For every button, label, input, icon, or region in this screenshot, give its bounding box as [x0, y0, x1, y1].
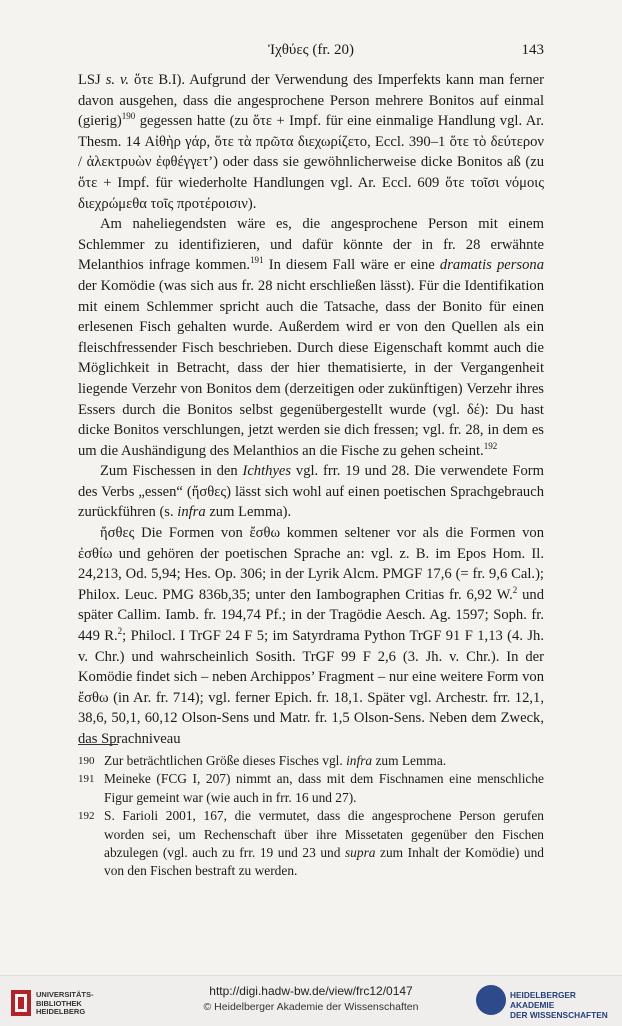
footnote: 191 Meineke (FCG I, 207) nimmt an, dass mit dem Fischnamen eine menschliche Figur gemeint war (wie auch in frr. 16 und 27). [78, 771, 544, 805]
paragraph-2: Am naheliegendsten wäre es, die angesprochene Person mit einem Schlemmer zu identifizieren, und dafür könnte der in fr. 28 erwähnte Melanthios infrage kommen.$^{191}$ In diesem Fall wäre er eine dramatis persona der Komödie (was sich aus fr. 28 nicht erschließen lässt). Für die Identifikation mit einem Schlemmer spricht auch die Tatsache, dass der Bonito für einen erlesenen Fisch gehalten wurde. Außerdem wird er von den Quellen als ein fleischfressender Fisch beschrieben. Durch diese Eigenschaft kommt auch die Möglichkeit in Betracht, dass der hier thematisierte, in der Vergangenheit liegende Verzehr von Bonitos dem (derzeitigen oder zukünftigen) Verzehr ihres Essers durch die Bonitos selbst gegenübergestellt wurde (vgl. δέ): Du hast dicke Bonitos verschlungen, jetzt werden sie dich fressen; vgl. fr. 28, in dem es um die Aushändigung des Melanthios an die Fische zu gehen scheint.$^{192}$ [78, 216, 544, 459]
footnotes [78, 752, 544, 881]
paragraph-4-lemma: ἤσθες Die Formen von ἔσθω kommen seltener vor als die Formen von ἐσθίω und gehören der poetischen Sprache an: vgl. z. B. im Epos Hom. Il. 24,213, Od. 5,94; Hes. Op. 306; in der Lyrik Alcm. PMGF 17,6 (= fr. 9,6 Cal.); Philox. Leuc. PMG 836b,35; unter den Iambographen Critias fr. 6,92 W.$^2$ und später Callim. Iamb. fr. 194,74 Pf.; in der Tragödie Aesch. Ag. 1597; Soph. fr. 449 R.$^2$; Philocl. I TrGF 24 F 5; im Satyrdrama Python TrGF 91 F 1,13 (4. Jh. v. Chr.) und wahrscheinlich Sosith. TrGF 99 F 2,6 (3. Jh. v. Chr.). In der Komödie findet sich – neben Archippos’ Fragment – nur eine weitere Form von ἔσθω (in Ar. fr. 714); vgl. ferner Epich. fr. 18,1. Später vgl. Archestr. frr. 12,1, 38,6, 50,1, 60,12 Olson-Sens und Matr. fr. 1,5 Olson-Sens. Neben dem Zweck, das Sprachniveau [78, 525, 544, 747]
main-text [78, 70, 544, 750]
copyright-notice: © Heidelberger Akademie der Wissenschaften [203, 1001, 419, 1013]
page-number: 143 [521, 42, 544, 58]
permalink[interactable]: http://digi.hadw-bw.de/view/frc12/0147 [209, 984, 413, 998]
footnote-ref-191[interactable]: 191 [250, 255, 264, 266]
library-logo-text: UNIVERSITÄTS- BIBLIOTHEK HEIDELBERG [36, 990, 94, 1016]
footnote-ref-190[interactable]: 190 [121, 111, 136, 122]
paragraph-3: Zum Fischessen in den Ichthyes vgl. frr. 19 und 28. Die verwendete Form des Verbs „essen“ (ἤσθες) lässt sich wohl auf einen poetischen Sprachgebrauch zurückführen (s. infra zum Lemma). [78, 463, 544, 521]
footnote-ref-192[interactable]: 192 [483, 440, 498, 451]
lemma: ἤσθες [100, 525, 135, 542]
running-title: Ἰχθύες (fr. 20) [268, 42, 354, 58]
footnote: 192 S. Farioli 2001, 167, die vermutet, dass die angesprochene Person gerufen worden sei, um Rechenschaft über ihre Missetaten gegenüber den Fischen abzulegen (vgl. auch zu frr. 19 und 23 und supra zum Inhalt der Komödie) und von den Fischen bestraft zu werden. [78, 808, 544, 879]
academy-logo[interactable] [476, 982, 616, 1022]
viewer-footer [0, 975, 622, 1026]
running-head [0, 42, 622, 62]
academy-seal-icon [476, 985, 506, 1015]
footnote: 190 Zur beträchtlichen Größe dieses Fisches vgl. infra zum Lemma. [78, 753, 447, 768]
academy-logo-text: HEIDELBERGER AKADEMIE DER WISSENSCHAFTEN [510, 990, 608, 1020]
footnote-divider [78, 744, 118, 745]
paragraph-1: LSJ s. v. ὅτε B.I). Aufgrund der Verwendung des Imperfekts kann man ferner davon ausgehen, dass die angesprochene Person mehrere Bonitos auf einmal (gierig)$^{190}$ gegessen hatte (zu ὅτε + Impf. für eine einmalige Handlung vgl. Ar. Thesm. 14 Αἰθὴρ γάρ, ὅτε τὰ πρῶτα διεχωρίζετο, Eccl. 390–1 ὅτε τὸ δεύτερον / ἀλεκτρυὼν ἐφθέγγετ’) oder dass sie gewöhnlicherweise dicke Bonitos aß (zu ὅτε + Impf. für wiederholte Handlungen vgl. Ar. Eccl. 609 ὅτε τοῖσι νόμοις διεχρώμεθα τοῖς προτέροισιν). [78, 72, 544, 212]
